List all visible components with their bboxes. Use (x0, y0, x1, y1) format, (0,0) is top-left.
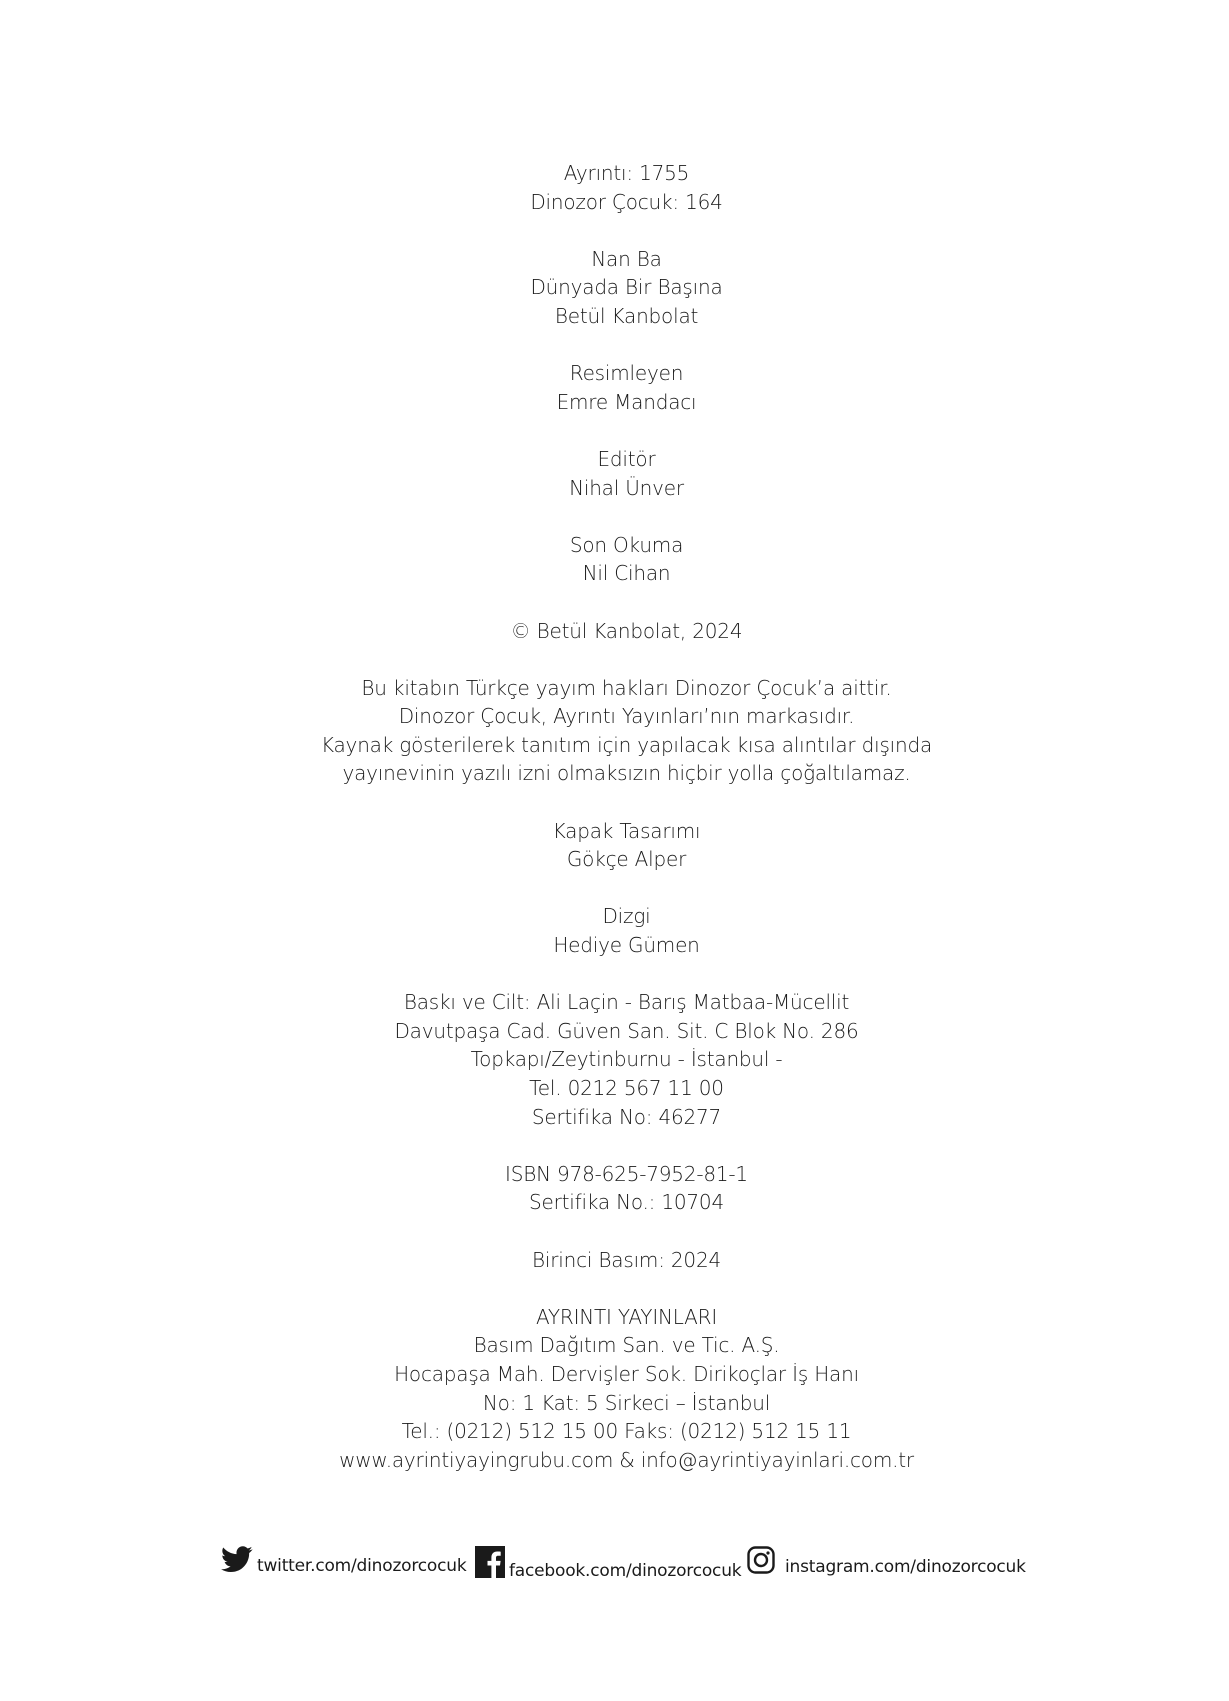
book-title: Dünyada Bir Başına (530, 275, 723, 300)
social-instagram[interactable] (747, 1546, 1026, 1579)
illustrator-label: Resimleyen (569, 361, 684, 386)
publisher-phone: Tel.: (0212) 512 15 00 Faks: (0212) 512 15 11 (401, 1419, 852, 1444)
instagram-url[interactable]: instagram.com/dinozorcocuk (785, 1557, 1026, 1577)
typesetting-label: Dizgi (602, 904, 651, 929)
publisher-block (0, 1303, 1229, 1475)
printing-line-1: Baskı ve Cilt: Ali Laçin - Barış Matbaa-Mücellit (403, 990, 850, 1015)
social-links (0, 1546, 1229, 1586)
author-name: Betül Kanbolat (554, 303, 699, 328)
printing-line-5: Sertifika No: 46277 (531, 1104, 722, 1129)
rights-line-3: Kaynak gösterilerek tanıtım için yapılacak kısa alıntılar dışında (320, 732, 933, 757)
publisher-company: Basım Dağıtım San. ve Tic. A.Ş. (473, 1333, 780, 1358)
publisher-address-1: Hocapaşa Mah. Dervişler Sok. Dirikoçlar İş Hanı (394, 1361, 859, 1386)
twitter-url[interactable]: twitter.com/dinozorcocuk (257, 1556, 467, 1576)
printing-line-4: Tel. 0212 567 11 00 (529, 1076, 724, 1100)
printing-line-2: Davutpaşa Cad. Güven San. Sit. C Blok No. 286 (394, 1018, 859, 1043)
isbn-number: ISBN 978-625-7952-81-1 (505, 1161, 748, 1186)
publisher-certificate: Sertifika No.: 10704 (529, 1190, 724, 1215)
rights-line-4: yayınevinin yazılı izni olmaksızın hiçbir yolla çoğaltılamaz. (342, 761, 911, 786)
social-facebook[interactable] (475, 1546, 741, 1583)
copyright-block (0, 617, 1229, 646)
illustrator-block (0, 359, 1229, 416)
cover-design-name: Gökçe Alper (566, 847, 687, 872)
facebook-url[interactable]: facebook.com/dinozorcocuk (509, 1561, 742, 1581)
twitter-bird-icon (221, 1546, 253, 1578)
cover-design-label: Kapak Tasarımı (552, 818, 701, 843)
editor-label: Editör (597, 446, 656, 471)
editor-block (0, 445, 1229, 502)
typesetting-block (0, 902, 1229, 959)
book-block (0, 245, 1229, 331)
rights-block (0, 674, 1229, 788)
cover-design-block (0, 817, 1229, 874)
proofreader-label: Son Okuma (569, 532, 684, 557)
series-number-ayrinti: Ayrıntı: 1755 (563, 161, 690, 185)
series-number-dinozor: Dinozor Çocuk: 164 (530, 189, 723, 214)
instagram-camera-icon (747, 1546, 775, 1579)
series-title: Nan Ba (591, 246, 662, 271)
edition-block (0, 1246, 1229, 1275)
publisher-name: AYRINTI YAYINLARI (535, 1304, 718, 1329)
typesetting-name: Hediye Gümen (553, 933, 700, 958)
series-block (0, 159, 1229, 216)
printing-block (0, 988, 1229, 1131)
printing-line-3: Topkapı/Zeytinburnu - İstanbul - (470, 1047, 783, 1072)
proofreader-block (0, 531, 1229, 588)
rights-line-1: Bu kitabın Türkçe yayım hakları Dinozor Çocuk’a aittir. (361, 675, 892, 700)
proofreader-name: Nil Cihan (582, 561, 671, 586)
isbn-block (0, 1160, 1229, 1217)
illustrator-name: Emre Mandacı (556, 389, 697, 414)
edition-info: Birinci Basım: 2024 (531, 1247, 722, 1272)
facebook-f-icon (475, 1546, 505, 1583)
colophon (0, 159, 1229, 1503)
publisher-web-email: www.ayrintiyayingrubu.com & info@ayrintiyayinlari.com.tr (339, 1447, 914, 1472)
rights-line-2: Dinozor Çocuk, Ayrıntı Yayınları’nın markasıdır. (398, 704, 855, 729)
copyright-notice: © Betül Kanbolat, 2024 (510, 618, 743, 643)
publisher-address-2: No: 1 Kat: 5 Sirkeci – İstanbul (482, 1390, 771, 1415)
editor-name: Nihal Ünver (569, 475, 684, 500)
social-twitter[interactable] (221, 1546, 467, 1578)
